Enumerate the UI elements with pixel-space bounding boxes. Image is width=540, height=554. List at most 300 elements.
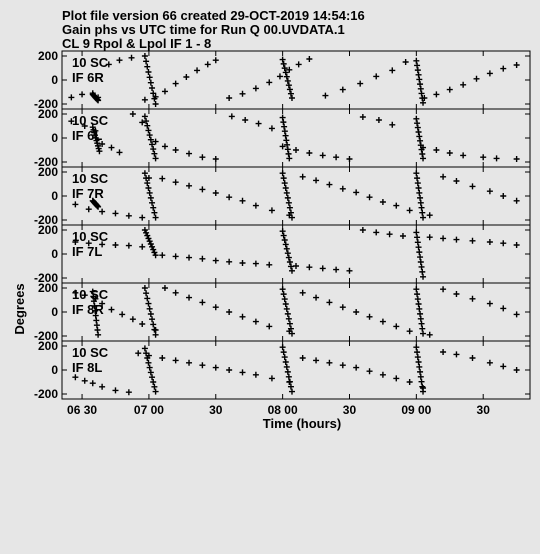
data-point xyxy=(139,321,145,327)
data-point xyxy=(413,344,419,350)
data-point xyxy=(407,379,413,385)
data-point xyxy=(183,74,189,80)
data-point xyxy=(313,295,319,301)
data-point xyxy=(326,299,332,305)
data-point xyxy=(72,374,78,380)
data-point xyxy=(253,85,259,91)
data-point xyxy=(205,61,211,67)
panel-3 xyxy=(34,165,530,227)
panel-source-label: 10 SC xyxy=(72,113,109,128)
data-point xyxy=(145,301,151,307)
data-point xyxy=(82,378,88,384)
data-point xyxy=(418,374,424,380)
data-point xyxy=(147,74,153,80)
data-point xyxy=(194,67,200,73)
data-point xyxy=(306,150,312,156)
data-point xyxy=(186,183,192,189)
y-tick-label: 200 xyxy=(37,223,58,237)
data-point xyxy=(281,124,287,130)
data-point xyxy=(353,365,359,371)
data-point xyxy=(414,62,420,68)
data-point xyxy=(143,118,149,124)
data-point xyxy=(226,367,232,373)
data-point xyxy=(418,316,424,322)
data-point xyxy=(487,239,493,245)
data-point xyxy=(285,195,291,201)
data-point xyxy=(281,61,287,67)
data-point xyxy=(282,354,288,360)
data-point xyxy=(283,241,289,247)
plot-header-line2: Gain phs vs UTC time for Run Q 00.UVDATA.1 xyxy=(62,22,345,37)
data-point xyxy=(269,207,275,213)
data-point xyxy=(413,286,419,292)
data-point xyxy=(112,387,118,393)
x-tick-label: 30 xyxy=(209,403,223,417)
data-point xyxy=(416,185,422,191)
data-point xyxy=(289,95,295,101)
data-point xyxy=(419,90,425,96)
data-point xyxy=(367,368,373,374)
panel-6 xyxy=(34,339,530,401)
data-point xyxy=(153,252,159,258)
data-point xyxy=(280,170,286,176)
panel-source-label: 10 SC xyxy=(72,345,109,360)
data-point xyxy=(281,291,287,297)
data-point xyxy=(173,81,179,87)
data-point xyxy=(142,345,148,351)
data-point xyxy=(416,244,422,250)
data-point xyxy=(253,319,259,325)
data-point xyxy=(283,301,289,307)
data-point xyxy=(282,296,288,302)
panel-if-label: IF 8R xyxy=(72,302,104,317)
data-point xyxy=(419,379,425,385)
data-point xyxy=(159,176,165,182)
data-point xyxy=(447,150,453,156)
data-point xyxy=(280,57,286,63)
data-point xyxy=(280,115,286,121)
data-point xyxy=(151,151,157,157)
data-point xyxy=(514,156,520,162)
data-point xyxy=(199,362,205,368)
data-point xyxy=(149,316,155,322)
data-point xyxy=(144,123,150,129)
data-point xyxy=(153,155,159,161)
data-point xyxy=(162,285,168,291)
data-point xyxy=(173,147,179,153)
data-point xyxy=(130,316,136,322)
data-point xyxy=(147,132,153,138)
y-tick-label: 0 xyxy=(51,305,58,319)
data-point xyxy=(153,215,159,221)
data-point xyxy=(266,262,272,268)
y-tick-label: -200 xyxy=(33,271,58,285)
data-point xyxy=(313,357,319,363)
x-tick-label: 30 xyxy=(476,403,490,417)
data-point xyxy=(173,179,179,185)
data-point xyxy=(418,86,424,92)
data-point xyxy=(415,180,421,186)
data-point xyxy=(240,314,246,320)
data-point xyxy=(346,156,352,162)
data-point xyxy=(367,194,373,200)
data-point xyxy=(147,306,153,312)
data-point xyxy=(213,57,219,63)
data-point xyxy=(135,350,141,356)
data-point xyxy=(487,301,493,307)
data-point xyxy=(416,306,422,312)
data-point xyxy=(306,264,312,270)
data-point xyxy=(286,200,292,206)
data-point xyxy=(300,174,306,180)
data-point xyxy=(416,133,422,139)
data-point xyxy=(282,180,288,186)
data-point xyxy=(284,74,290,80)
data-point xyxy=(416,359,422,365)
data-point xyxy=(415,354,421,360)
data-point xyxy=(150,321,156,327)
panels-group xyxy=(34,49,530,401)
data-point xyxy=(199,154,205,160)
data-point xyxy=(283,137,289,143)
data-point xyxy=(416,364,422,370)
y-tick-label: 0 xyxy=(51,247,58,261)
data-point xyxy=(142,170,148,176)
data-point xyxy=(340,87,346,93)
data-point xyxy=(281,349,287,355)
panel-if-label: IF 8L xyxy=(72,360,103,375)
data-point xyxy=(99,209,105,215)
data-point xyxy=(480,154,486,160)
data-point xyxy=(360,227,366,233)
data-point xyxy=(119,311,125,317)
data-point xyxy=(417,254,423,260)
data-point xyxy=(143,290,149,296)
data-point xyxy=(186,255,192,261)
data-point xyxy=(333,154,339,160)
data-point xyxy=(142,97,148,103)
data-point xyxy=(413,116,419,122)
data-point xyxy=(440,235,446,241)
data-point xyxy=(149,85,155,91)
data-point xyxy=(283,133,289,139)
y-tick-label: 0 xyxy=(51,131,58,145)
data-point xyxy=(284,190,290,196)
data-point xyxy=(285,369,291,375)
data-point xyxy=(326,360,332,366)
data-point xyxy=(286,255,292,261)
data-point xyxy=(380,199,386,205)
data-point xyxy=(417,369,423,375)
data-point xyxy=(419,264,425,270)
data-point xyxy=(357,81,363,87)
data-point xyxy=(420,215,426,221)
data-point xyxy=(213,258,219,264)
data-point xyxy=(284,246,290,252)
data-point xyxy=(173,253,179,259)
data-point xyxy=(320,152,326,158)
data-point xyxy=(147,365,153,371)
data-point xyxy=(95,332,101,338)
data-point xyxy=(487,188,493,194)
data-point xyxy=(453,237,459,243)
data-point xyxy=(280,228,286,234)
data-point xyxy=(287,379,293,385)
data-point xyxy=(240,91,246,97)
data-point xyxy=(126,389,132,395)
data-point xyxy=(416,249,422,255)
x-tick-label: 08 00 xyxy=(267,403,298,417)
data-point xyxy=(453,351,459,357)
data-point xyxy=(108,307,114,313)
data-point xyxy=(162,143,168,149)
data-point xyxy=(280,119,286,125)
data-point xyxy=(256,121,262,127)
plot-header-line1: Plot file version 66 created 29-OCT-2019 14:54:16 xyxy=(62,8,365,23)
data-point xyxy=(514,367,520,373)
data-point xyxy=(142,285,148,291)
data-point xyxy=(514,62,520,68)
panel-frame xyxy=(62,283,530,341)
data-point xyxy=(415,296,421,302)
panel-if-label: IF 7L xyxy=(72,244,103,259)
data-point xyxy=(173,357,179,363)
data-point xyxy=(283,359,289,365)
data-point xyxy=(149,374,155,380)
y-tick-label: 200 xyxy=(37,339,58,353)
y-tick-label: -200 xyxy=(33,155,58,169)
plot-header-line3: CL 9 Rpol & Lpol IF 1 - 8 xyxy=(62,36,212,51)
y-tick-label: -200 xyxy=(33,329,58,343)
data-point xyxy=(418,200,424,206)
y-tick-label: 200 xyxy=(37,281,58,295)
data-point xyxy=(285,311,291,317)
data-point xyxy=(413,58,419,64)
data-point xyxy=(213,304,219,310)
data-point xyxy=(284,364,290,370)
data-point xyxy=(286,151,292,157)
panel-4 xyxy=(34,223,530,285)
data-point xyxy=(416,190,422,196)
panel-source-label: 10 SC xyxy=(72,229,109,244)
data-point xyxy=(453,291,459,297)
data-point xyxy=(419,326,425,332)
data-point xyxy=(414,291,420,297)
data-point xyxy=(419,384,425,390)
y-tick-label: 0 xyxy=(51,73,58,87)
x-tick-label: 06 30 xyxy=(67,403,98,417)
panel-frame xyxy=(62,109,530,167)
panel-source-label: 10 SC xyxy=(72,55,109,70)
data-point xyxy=(453,178,459,184)
data-point xyxy=(162,88,168,94)
data-point xyxy=(151,210,157,216)
data-point xyxy=(147,190,153,196)
data-point xyxy=(213,365,219,371)
x-axis-label: Time (hours) xyxy=(262,416,342,431)
data-point xyxy=(142,113,148,119)
panel-2 xyxy=(34,107,530,169)
data-point xyxy=(186,295,192,301)
data-point xyxy=(226,259,232,265)
data-point xyxy=(266,79,272,85)
data-point xyxy=(393,323,399,329)
y-tick-label: 200 xyxy=(37,107,58,121)
data-point xyxy=(500,363,506,369)
data-point xyxy=(293,147,299,153)
data-point xyxy=(346,268,352,274)
data-point xyxy=(487,70,493,76)
data-point xyxy=(277,73,283,79)
data-point xyxy=(143,175,149,181)
data-point xyxy=(116,57,122,63)
data-point xyxy=(340,362,346,368)
x-tick-label: 30 xyxy=(342,403,357,417)
data-point xyxy=(145,69,151,75)
data-point xyxy=(415,125,421,131)
data-point xyxy=(153,389,159,395)
panel-5 xyxy=(34,281,530,343)
data-point xyxy=(145,127,151,133)
data-point xyxy=(320,265,326,271)
data-point xyxy=(418,259,424,265)
data-point xyxy=(126,213,132,219)
data-point xyxy=(340,304,346,310)
data-point xyxy=(414,120,420,126)
data-point xyxy=(286,316,292,322)
data-point xyxy=(286,82,292,88)
data-point xyxy=(407,328,413,334)
data-point xyxy=(417,138,423,144)
data-point xyxy=(126,243,132,249)
panel-if-label: IF 7R xyxy=(72,186,104,201)
data-point xyxy=(253,372,259,378)
data-point xyxy=(287,259,293,265)
data-point xyxy=(280,286,286,292)
data-point xyxy=(407,207,413,213)
data-point xyxy=(150,146,156,152)
data-point xyxy=(199,186,205,192)
data-point xyxy=(285,250,291,256)
data-point xyxy=(487,360,493,366)
data-point xyxy=(153,101,159,107)
data-point xyxy=(360,114,366,120)
data-point xyxy=(159,355,165,361)
panel-frame xyxy=(62,167,530,225)
data-point xyxy=(288,263,294,269)
data-point xyxy=(417,195,423,201)
data-point xyxy=(253,261,259,267)
data-point xyxy=(90,380,96,386)
data-point xyxy=(326,182,332,188)
data-point xyxy=(417,311,423,317)
data-point xyxy=(500,66,506,72)
data-point xyxy=(139,244,145,250)
data-point xyxy=(416,76,422,82)
data-point xyxy=(419,205,425,211)
data-point xyxy=(494,155,500,161)
data-point xyxy=(68,94,74,100)
data-point xyxy=(280,344,286,350)
x-tick-label: 07 00 xyxy=(133,403,164,417)
panel-source-label: 10 SC xyxy=(72,171,109,186)
panel-frame xyxy=(62,225,530,283)
data-point xyxy=(282,237,288,243)
data-point xyxy=(144,295,150,301)
data-point xyxy=(253,203,259,209)
data-point xyxy=(376,117,382,123)
data-point xyxy=(148,80,154,86)
y-tick-label: -200 xyxy=(33,387,58,401)
data-point xyxy=(112,210,118,216)
data-point xyxy=(149,200,155,206)
data-point xyxy=(86,206,92,212)
data-point xyxy=(145,360,151,366)
data-point xyxy=(514,311,520,317)
data-point xyxy=(420,274,426,280)
data-point xyxy=(380,319,386,325)
data-point xyxy=(139,215,145,221)
data-point xyxy=(340,186,346,192)
data-point xyxy=(99,384,105,390)
y-tick-label: -200 xyxy=(33,213,58,227)
data-point xyxy=(150,379,156,385)
data-point xyxy=(414,349,420,355)
data-point xyxy=(151,327,157,333)
data-point xyxy=(148,369,154,375)
data-point xyxy=(470,238,476,244)
panel-1 xyxy=(34,49,530,111)
data-point xyxy=(460,152,466,158)
data-point xyxy=(415,67,421,73)
x-tick-labels xyxy=(67,403,490,417)
data-point xyxy=(420,331,426,337)
data-point xyxy=(313,177,319,183)
data-point xyxy=(514,198,520,204)
data-point xyxy=(229,113,235,119)
data-point xyxy=(433,147,439,153)
data-point xyxy=(142,53,148,59)
data-point xyxy=(285,146,291,152)
data-point xyxy=(287,321,293,327)
data-point xyxy=(112,242,118,248)
data-point xyxy=(470,355,476,361)
data-point xyxy=(373,73,379,79)
data-point xyxy=(403,59,409,65)
data-point xyxy=(289,389,295,395)
data-point xyxy=(373,229,379,235)
data-point xyxy=(144,64,150,70)
data-point xyxy=(269,125,275,131)
data-point xyxy=(353,189,359,195)
data-point xyxy=(266,323,272,329)
data-point xyxy=(306,56,312,62)
data-point xyxy=(139,119,145,125)
data-point xyxy=(148,311,154,317)
data-point xyxy=(186,360,192,366)
data-point xyxy=(427,212,433,218)
data-point xyxy=(213,156,219,162)
data-point xyxy=(173,290,179,296)
data-point xyxy=(416,129,422,135)
data-point xyxy=(151,384,157,390)
panel-if-label: IF 6L xyxy=(72,128,103,143)
data-point xyxy=(380,372,386,378)
data-point xyxy=(470,296,476,302)
data-point xyxy=(129,55,135,61)
data-point xyxy=(415,239,421,245)
data-point xyxy=(419,321,425,327)
